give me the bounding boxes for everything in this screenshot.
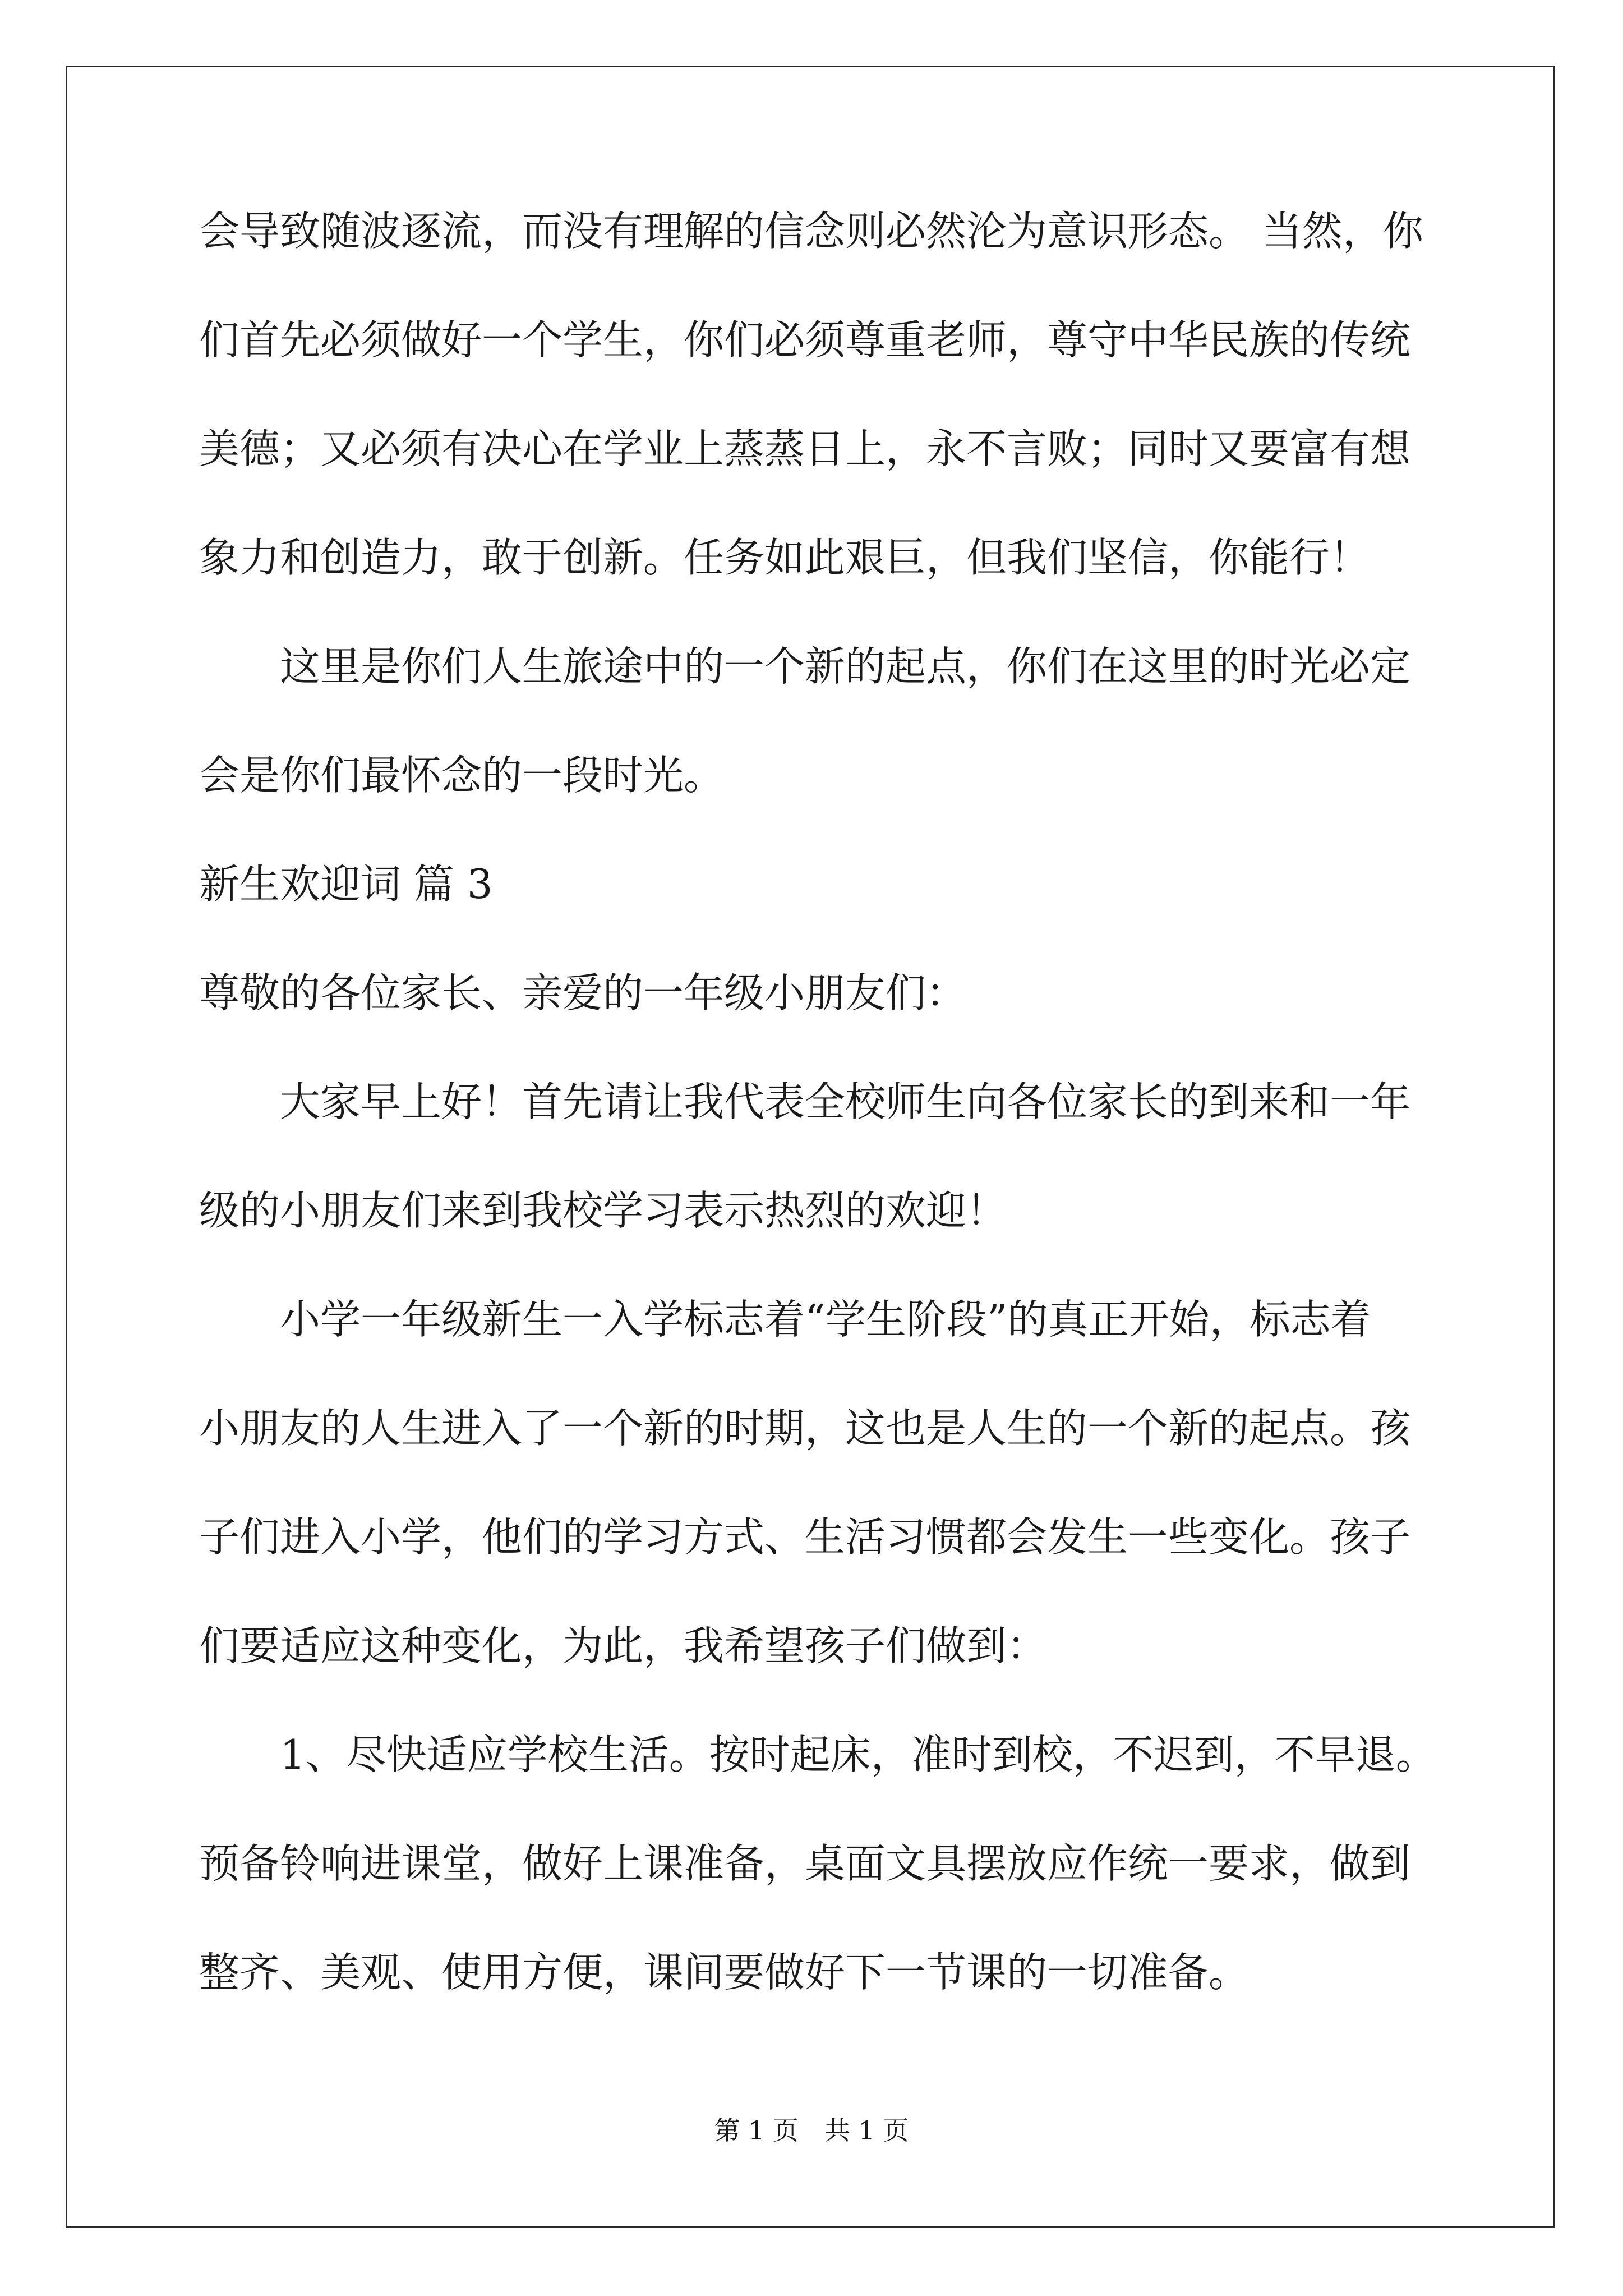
text-line: 整齐、美观、使用方便，课间要做好下一节课的一切准备。: [199, 1949, 1249, 1996]
text-line: 小朋友的人生进入了一个新的时期，这也是人生的一个新的起点。孩: [199, 1405, 1411, 1452]
section-heading: 新生欢迎词 篇 3: [199, 861, 493, 908]
text-line: 1、尽快适应学校生活。按时起床，准时到校，不迟到，不早退。: [280, 1731, 1436, 1778]
text-line: 这里是你们人生旅途中的一个新的起点，你们在这里的时光必定: [280, 643, 1411, 690]
text-line: 子们进入小学，他们的学习方式、生活习惯都会发生一些变化。孩子: [199, 1513, 1411, 1561]
text-line: 小学一年级新生一入学标志着“学生阶段”的真正开始，标志着: [280, 1296, 1371, 1343]
text-line: 们首先必须做好一个学生，你们必须尊重老师，尊守中华民族的传统: [199, 316, 1411, 364]
text-line: 预备铃响进课堂，做好上课准备，桌面文具摆放应作统一要求，做到: [199, 1840, 1411, 1887]
text-line: 美德；又必须有决心在学业上蒸蒸日上，永不言败；同时又要富有想: [199, 425, 1411, 472]
salutation: 尊敬的各位家长、亲爱的一年级小朋友们：: [199, 969, 967, 1016]
text-line: 们要适应这种变化，为此，我希望孩子们做到：: [199, 1622, 1048, 1669]
text-line: 级的小朋友们来到我校学习表示热烈的欢迎！: [199, 1187, 1007, 1234]
text-line: 会是你们最怀念的一段时光。: [199, 752, 725, 799]
page-border: [66, 66, 1555, 2228]
text-line: 大家早上好！首先请让我代表全校师生向各位家长的到来和一年: [280, 1078, 1411, 1125]
text-line: 会导致随波逐流，而没有理解的信念则必然沦为意识形态。 当然，你: [199, 208, 1423, 255]
text-line: 象力和创造力，敢于创新。任务如此艰巨，但我们坚信，你能行！: [199, 534, 1371, 581]
page-number: 第 1 页 共 1 页: [714, 2115, 909, 2146]
